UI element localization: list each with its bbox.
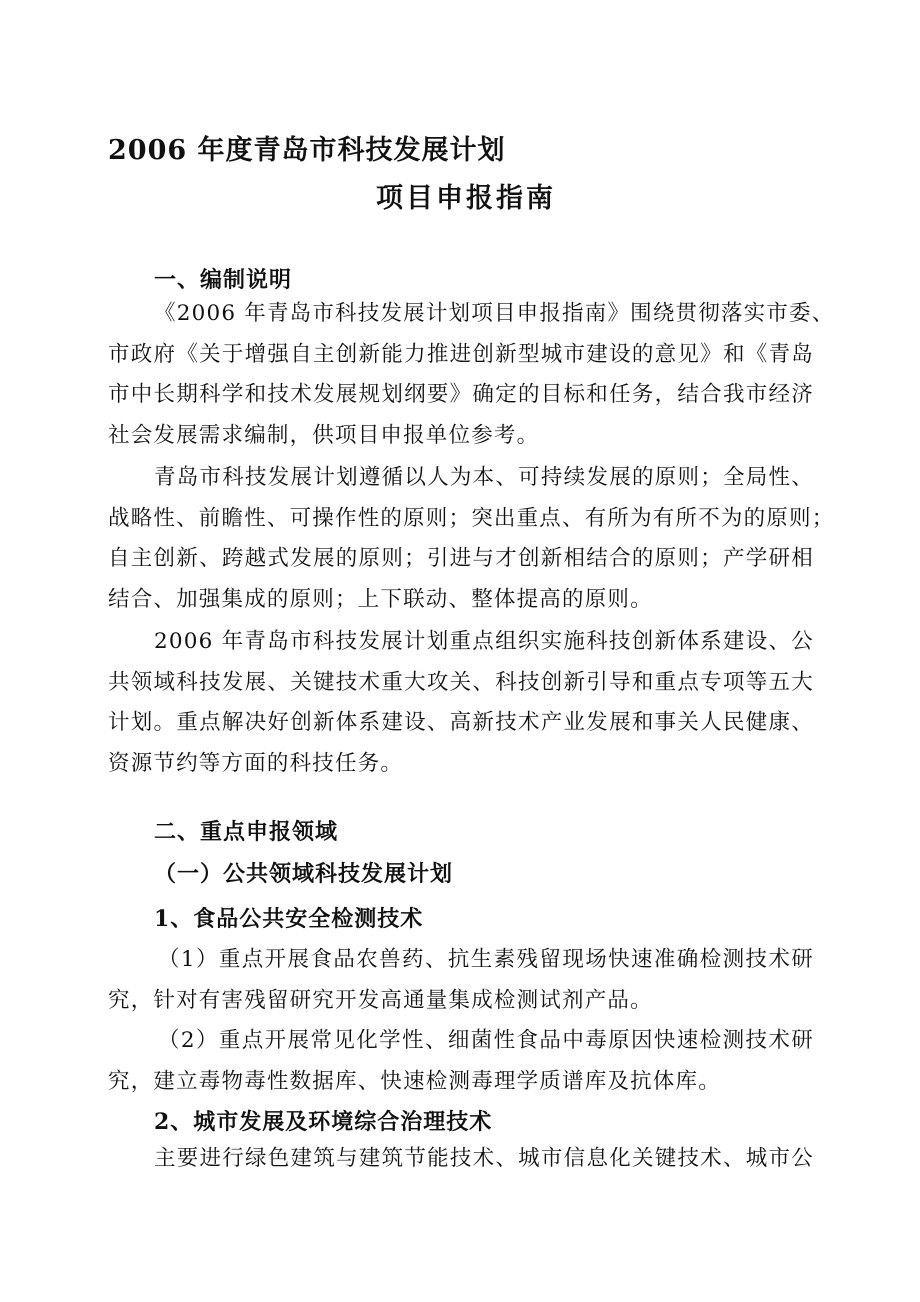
paragraph-line: 资源节约等方面的科技任务。 [108,750,404,776]
paragraph-line: 战略性、前瞻性、可操作性的原则；突出重点、有所为有所不为的原则； [108,505,835,531]
paragraph-line: 市中长期科学和技术发展规划纲要》确定的目标和任务，结合我市经济 [108,382,814,407]
section2-heading: 二、重点申报领域 [154,819,339,845]
paragraph-line: 2006 年青岛市科技发展计划重点组织实施科技创新体系建设、公 [154,629,814,654]
document-title-line1: 2006 年度青岛市科技发展计划 [108,135,506,166]
item1-paragraph-2 [108,1021,814,1102]
paragraph-2 [108,458,835,620]
paragraph-line: 共领域科技发展、关键技术重大攻关、科技创新引导和重点专项等五大 [108,669,814,695]
section1-heading: 一、编制说明 [154,267,293,293]
paragraph-1 [108,294,835,456]
item2-paragraph-1 [108,1139,814,1180]
paragraph-line: 青岛市科技发展计划遵循以人为本、可持续发展的原则；全局性、 [154,465,814,490]
paragraph-line: 主要进行绿色建筑与建筑节能技术、城市信息化关键技术、城市公 [154,1146,814,1171]
paragraph-line: （2）重点开展常见化学性、细菌性食品中毒原因快速检测技术研 [158,1028,814,1053]
item1-paragraph-1 [108,940,814,1021]
item2-heading: 2、城市发展及环境综合治理技术 [154,1109,493,1135]
paragraph-line: 究，针对有害残留研究开发高通量集成检测试剂产品。 [108,987,653,1013]
subsection1-heading: （一）公共领域科技发展计划 [154,861,454,887]
paragraph-line: 究，建立毒物毒性数据库、快速检测毒理学质谱库及抗体库。 [108,1068,721,1094]
paragraph-line: （1）重点开展食品农兽药、抗生素残留现场快速准确检测技术研 [158,947,814,972]
paragraph-line: 社会发展需求编制，供项目申报单位参考。 [108,422,540,448]
paragraph-line: 市政府《关于增强自主创新能力推进创新型城市建设的意见》和《青岛 [108,341,814,367]
paragraph-line: 自主创新、跨越式发展的原则；引进与才创新相结合的原则；产学研相 [108,546,814,571]
paragraph-line: 计划。重点解决好创新体系建设、高新技术产业发展和事关人民健康、 [108,710,814,735]
item1-heading: 1、食品公共安全检测技术 [154,906,424,932]
paragraph-line: 结合、加强集成的原则；上下联动、整体提高的原则。 [108,586,653,612]
paragraph-line: 《2006 年青岛市科技发展计划项目申报指南》围绕贯彻落实市委、 [154,301,835,326]
paragraph-3 [108,622,814,784]
document-title-line2: 项目申报指南 [376,183,556,214]
